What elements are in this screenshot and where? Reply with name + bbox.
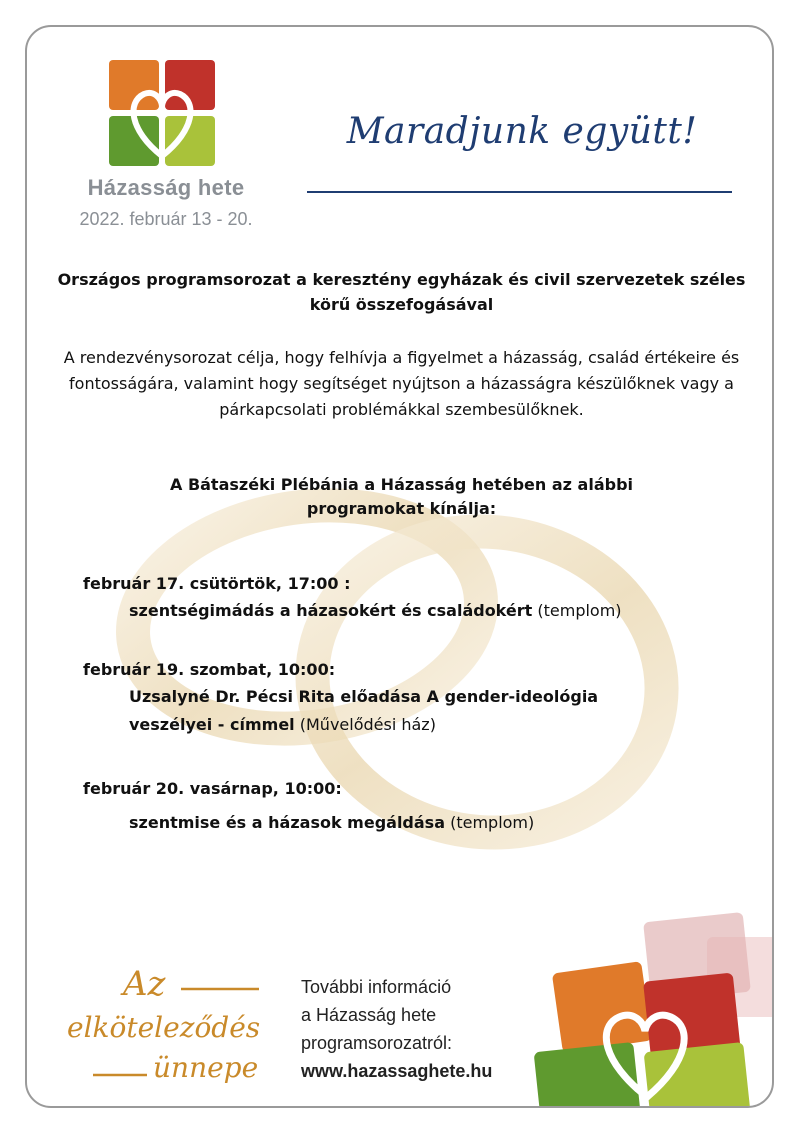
event-date-range: 2022. február 13 - 20.	[79, 209, 253, 229]
event-2-date: február 19. szombat, 10:00:	[83, 660, 336, 679]
motto-line2: elköteleződés	[67, 1011, 261, 1044]
intro-paragraph: A rendezvénysorozat célja, hogy felhívja a figyelmet a házasság, család értékeire és fontosságára, valamint hogy segítséget nyújtson a házasságra készülőknek vagy a párkapcsolati problémákkal szembesülőknek.	[63, 348, 740, 419]
decorative-tiles-icon	[497, 897, 774, 1108]
program-heading-line1: A Bátaszéki Plébánia a Házasság hetében az alábbi	[169, 475, 633, 494]
info-line1: További információ	[301, 977, 452, 997]
event-2-title-line2: veszélyei - címmel	[129, 715, 295, 734]
event-3-place: (templom)	[450, 813, 535, 832]
subtitle: Országos programsorozat a keresztény egyházak és civil szervezetek széles körű összefogásával	[57, 270, 746, 314]
org-name: Házasság hete	[87, 175, 245, 200]
website-link[interactable]: www.hazassaghete.hu	[301, 1061, 493, 1081]
info-line3: programsorozatról:	[301, 1033, 453, 1053]
program-heading-line2: programokat kínálja:	[306, 499, 497, 518]
event-3-date: február 20. vasárnap, 10:00:	[83, 779, 342, 798]
event-1-title: szentségimádás a házasokért és családokért	[129, 601, 533, 620]
motto-line1: Az	[123, 964, 166, 1004]
event-2-place: (Művelődési ház)	[299, 715, 436, 734]
poster-card	[25, 25, 774, 1108]
info-line2: a Házasság hete	[301, 1005, 437, 1025]
motto-lettering	[63, 957, 273, 1087]
event-1-place: (templom)	[537, 601, 622, 620]
event-2-title-line1: Uzsalyné Dr. Pécsi Rita előadása A gender-ideológia	[129, 687, 599, 706]
event-1-date: február 17. csütörtök, 17:00 :	[83, 574, 351, 593]
event-3-title: szentmise és a házasok megáldása	[129, 813, 445, 832]
more-info-block	[301, 973, 492, 1085]
slogan: Maradjunk együtt!	[346, 111, 698, 152]
event-1-description	[129, 597, 689, 625]
program-heading	[47, 473, 756, 521]
motto-line3: ünnepe	[153, 1051, 259, 1084]
event-2-description	[129, 683, 689, 739]
slogan-underline	[307, 191, 732, 193]
hazassag-hete-logo-icon	[109, 60, 217, 168]
event-3-description	[129, 809, 689, 837]
